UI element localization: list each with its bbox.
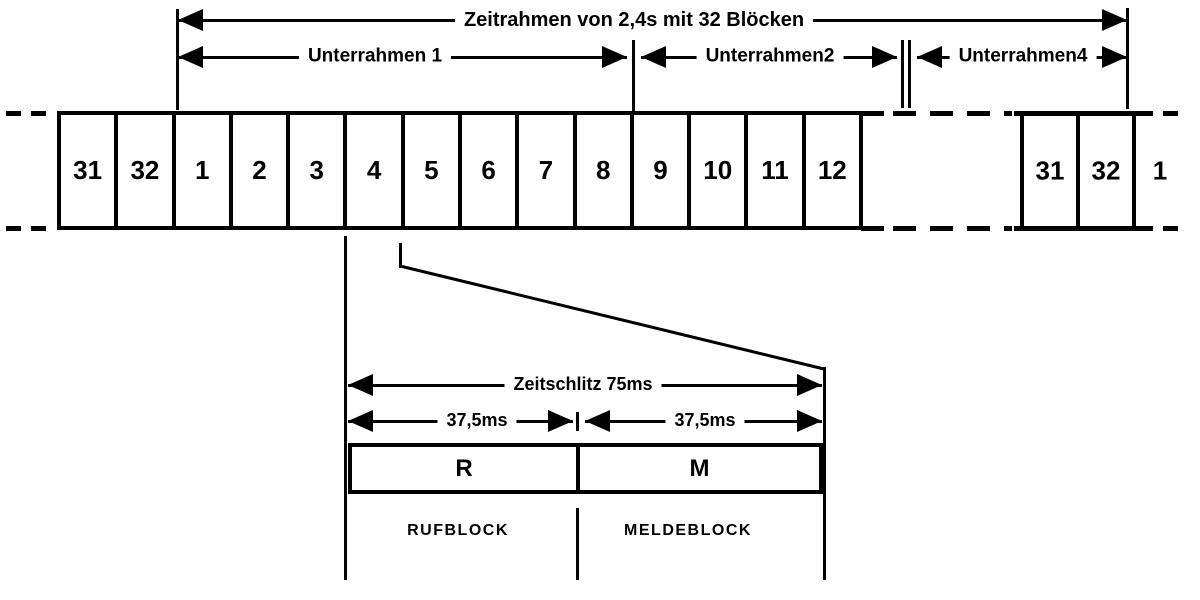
block-cell: 4 — [347, 115, 404, 226]
block-cell: 1 — [176, 115, 233, 226]
meldeblock-label: MELDEBLOCK — [624, 522, 752, 540]
timeslot-label: Zeitschlitz 75ms — [504, 375, 661, 395]
r-block-cell: R — [352, 447, 580, 490]
block-cell: 32 — [1091, 155, 1121, 186]
subframe1-label: Unterrahmen 1 — [299, 47, 451, 68]
block-cell: 8 — [577, 115, 634, 226]
block-cell: 31 — [1035, 155, 1065, 186]
block-cell: 31 — [61, 115, 118, 226]
subframe4-label: Unterrahmen4 — [950, 47, 1097, 68]
block-cell: 2 — [233, 115, 290, 226]
block-cell: 1 — [1152, 155, 1168, 186]
block-cell: 32 — [118, 115, 175, 226]
block-cell: 11 — [748, 115, 805, 226]
block-cell: 6 — [462, 115, 519, 226]
block-cell: 3 — [290, 115, 347, 226]
half-right-label: 37,5ms — [665, 411, 744, 431]
subframe2-label: Unterrahmen2 — [697, 47, 844, 68]
m-block-cell: M — [689, 454, 710, 482]
block-cell: 5 — [405, 115, 462, 226]
frame-title: Zeitrahmen von 2,4s mit 32 Blöcken — [455, 9, 813, 31]
block-cell: 9 — [634, 115, 691, 226]
block-cell: 12 — [817, 155, 847, 185]
block-cell: 10 — [691, 115, 748, 226]
half-left-label: 37,5ms — [437, 411, 516, 431]
rufblock-label: RUFBLOCK — [407, 522, 509, 540]
block-cell: 7 — [519, 115, 576, 226]
